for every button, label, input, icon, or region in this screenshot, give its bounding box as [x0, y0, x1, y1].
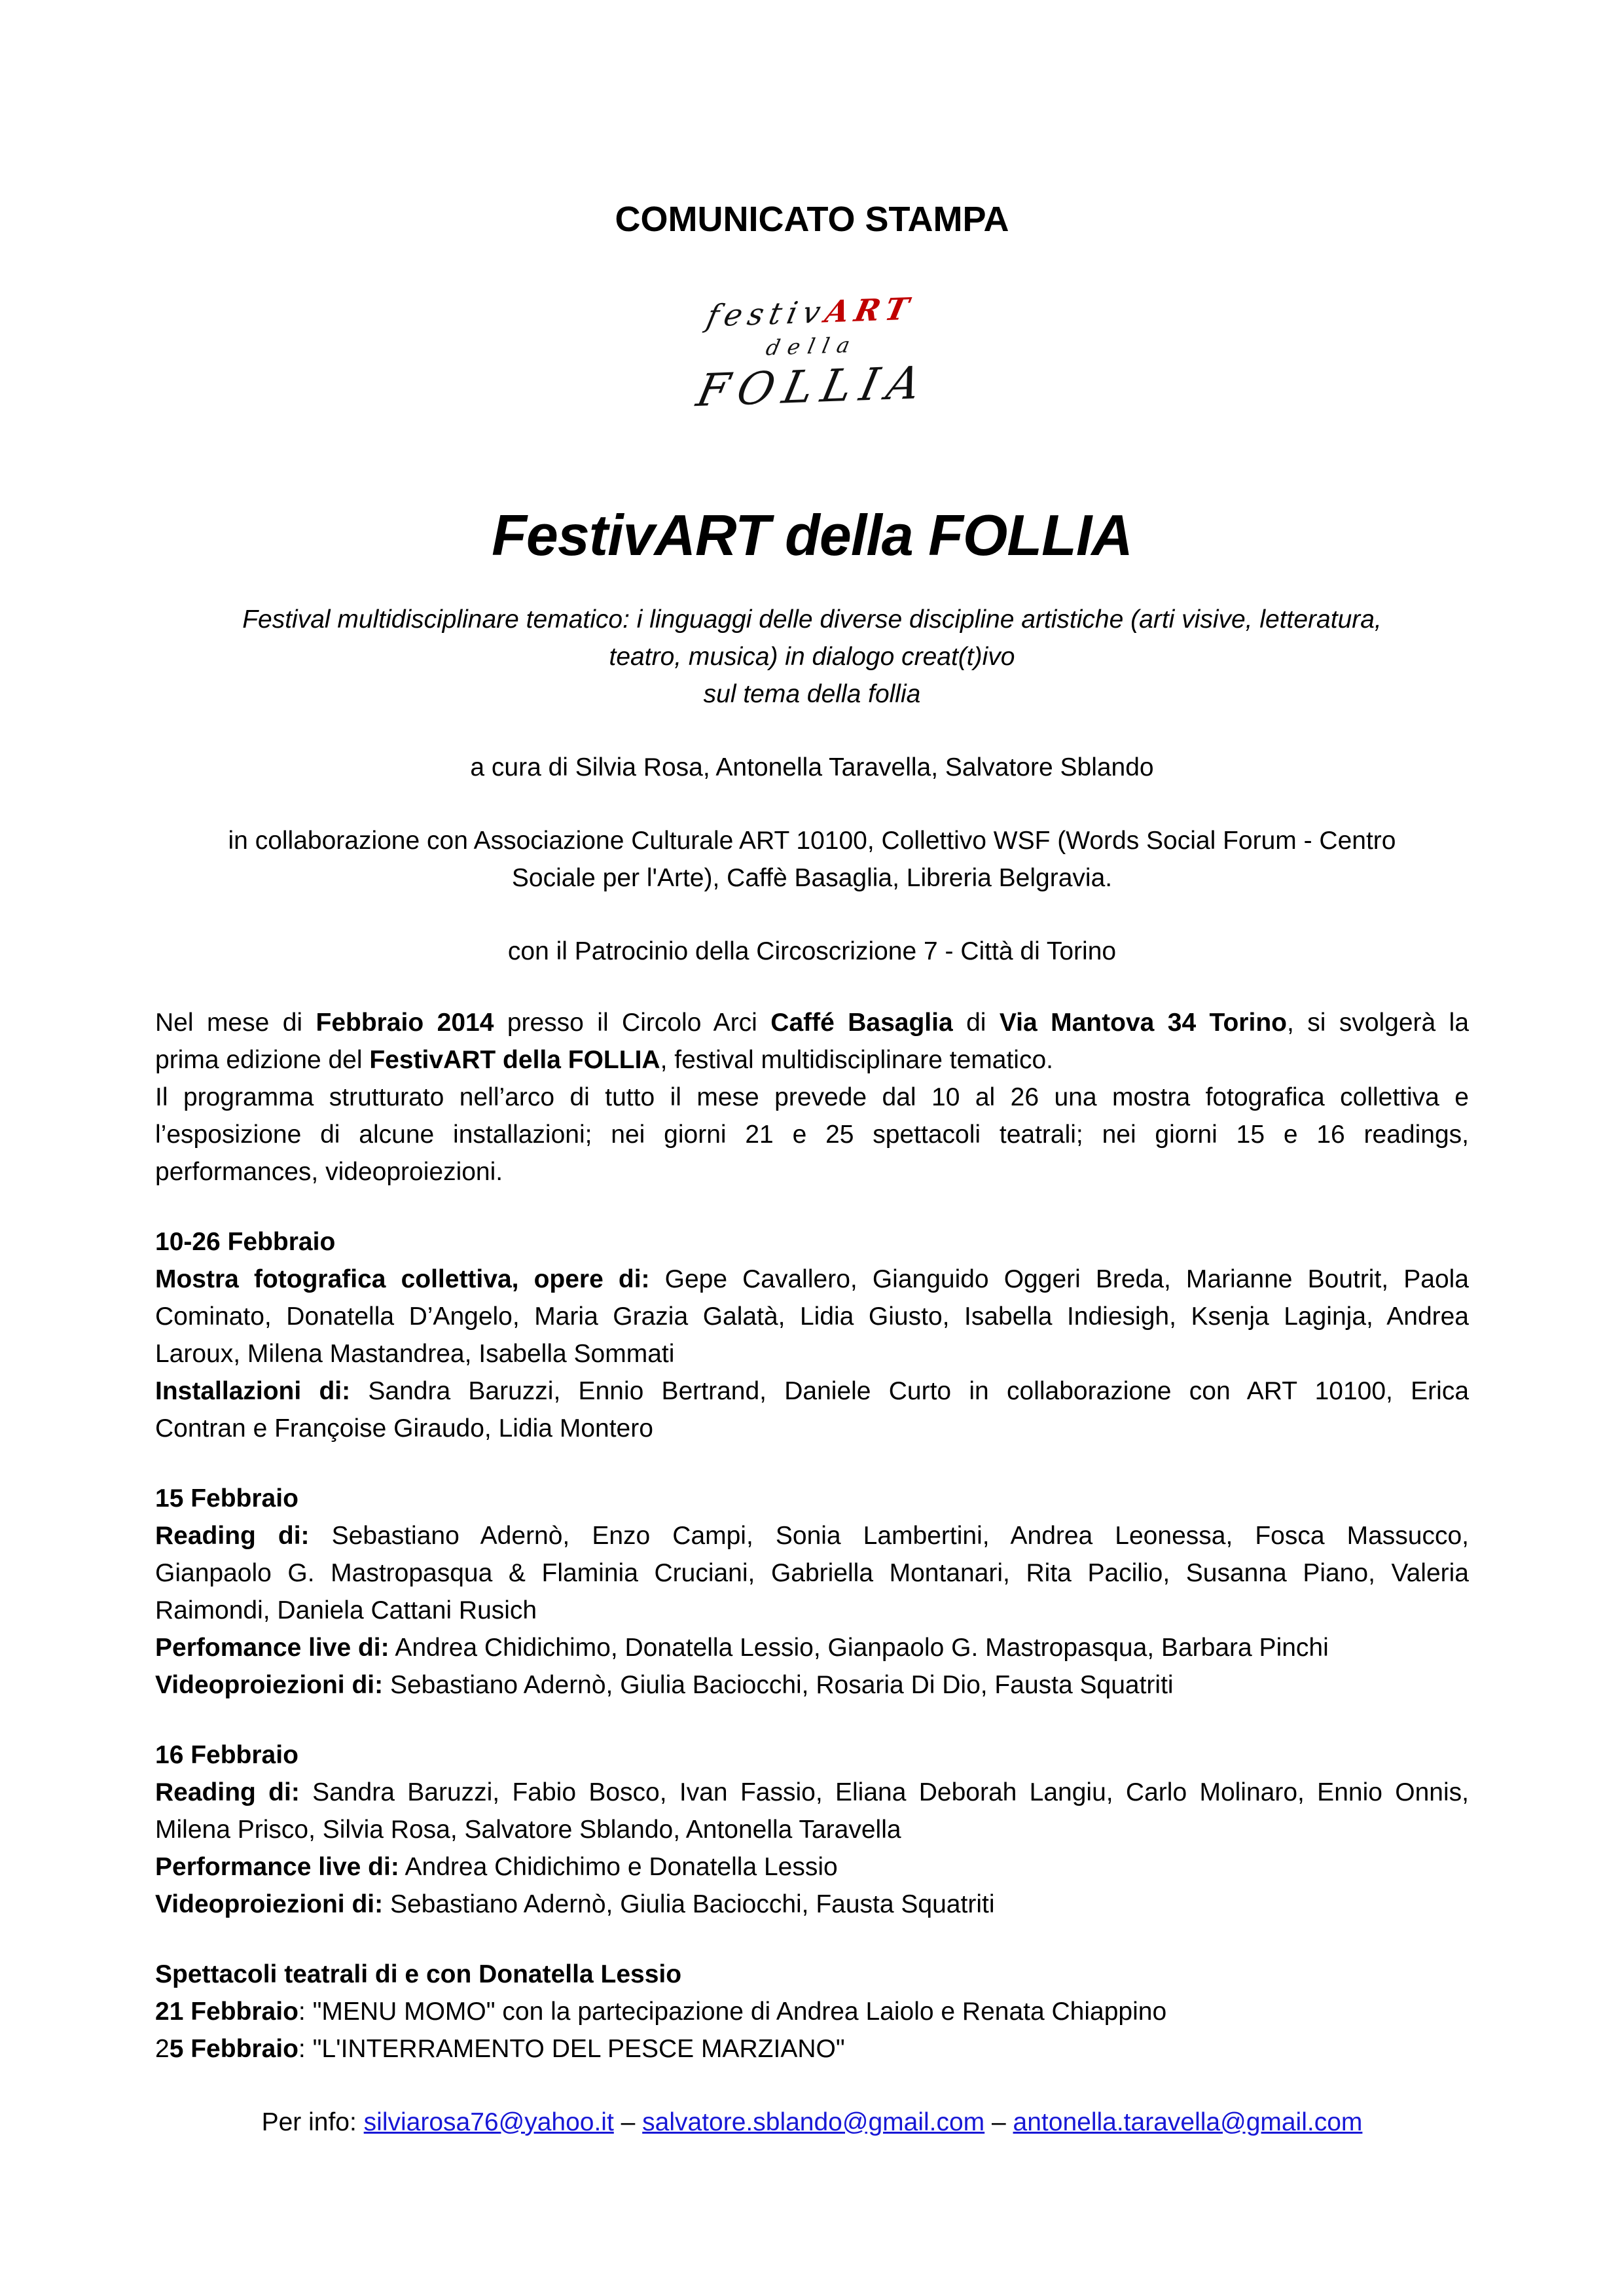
reading-line-2: Gianpaolo G. Mastropasqua & Flaminia Cruciani, Gabriella Montanari, Rita Pacilio, Susanna Piano, Valeria	[155, 1558, 1469, 1587]
footer-contact	[155, 2104, 1469, 2141]
performance-line: Performance live di: Andrea Chidichimo e Donatella Lessio	[155, 1852, 838, 1881]
collaboration-line-2: Sociale per l'Arte), Caffè Basaglia, Libreria Belgravia.	[511, 863, 1113, 892]
footer-separator: –	[984, 2108, 1013, 2136]
mostra-line-3: Laroux, Milena Mastandrea, Isabella Sommati	[155, 1339, 675, 1368]
patronage-block	[155, 933, 1469, 970]
intro-line-2: prima edizione del FestivART della FOLLIA, festival multidisciplinare tematico.	[155, 1045, 1053, 1074]
logo-text-della: della	[763, 332, 860, 361]
intro-line-1: Nel mese di Febbraio 2014 presso il Circolo Arci Caffé Basaglia di Via Mantova 34 Torino, si svolgerà la	[155, 1008, 1470, 1037]
collaboration-block	[155, 822, 1469, 897]
installazioni-line-1: Installazioni di: Sandra Baruzzi, Ennio Bertrand, Daniele Curto in collaborazione con ART 10100, Erica	[155, 1376, 1470, 1405]
performance-line: Perfomance live di: Andrea Chidichimo, Donatella Lessio, Gianpaolo G. Mastropasqua, Barbara Pinchi	[155, 1633, 1329, 1662]
section-10-26-febbraio	[155, 1223, 1469, 1447]
spettacolo-line-21: 21 Febbraio: "MENU MOMO" con la partecipazione di Andrea Laiolo e Renata Chiappino	[155, 1997, 1167, 2026]
section-heading: 10-26 Febbraio	[155, 1227, 336, 1256]
subtitle-line-2: teatro, musica) in dialogo creat(t)ivo	[609, 642, 1015, 671]
collaboration-line-1: in collaborazione con Associazione Culturale ART 10100, Collettivo WSF (Words Social Forum - Centro	[228, 826, 1396, 855]
footer-separator: –	[613, 2108, 643, 2136]
installazioni-line-2: Contran e Françoise Giraudo, Lidia Montero	[155, 1414, 653, 1443]
patronage-line: con il Patrocinio della Circoscrizione 7 - Città di Torino	[507, 937, 1117, 965]
mostra-line-2: Cominato, Donatella D’Angelo, Maria Grazia Galatà, Lidia Giusto, Isabella Indiesigh, Ksenja Laginja, Andrea	[155, 1302, 1469, 1331]
intro-line-4: l’esposizione di alcune installazioni; nei giorni 21 e 25 spettacoli teatrali; nei giorni 15 e 16 readings,	[155, 1120, 1469, 1149]
reading-line-3: Raimondi, Daniela Cattani Rusich	[155, 1596, 537, 1624]
footer-prefix: Per info:	[261, 2108, 364, 2136]
document-header: COMUNICATO STAMPA	[615, 200, 1009, 239]
email-link-taravella[interactable]: antonella.taravella@gmail.com	[1013, 2108, 1363, 2136]
section-heading: 16 Febbraio	[155, 1740, 298, 1769]
logo-text-art: ART	[821, 291, 918, 330]
section-16-febbraio	[155, 1736, 1469, 1923]
videoproiezioni-line: Videoproiezioni di: Sebastiano Adernò, Giulia Baciocchi, Rosaria Di Dio, Fausta Squatriti	[155, 1670, 1174, 1699]
intro-line-5: performances, videoproiezioni.	[155, 1157, 503, 1186]
curators-block	[155, 749, 1469, 786]
festivart-logo	[153, 268, 1470, 437]
videoproiezioni-line: Videoproiezioni di: Sebastiano Adernò, Giulia Baciocchi, Fausta Squatriti	[155, 1890, 995, 1918]
subtitle-line-1: Festival multidisciplinare tematico: i linguaggi delle diverse discipline artistiche (arti visive, letteratura,	[242, 605, 1382, 634]
mostra-line-1: Mostra fotografica collettiva, opere di: Gepe Cavallero, Gianguido Oggeri Breda, Marianne Boutrit, Paola	[155, 1265, 1469, 1293]
subtitle-line-3: sul tema della follia	[703, 679, 921, 708]
intro-line-3: Il programma strutturato nell’arco di tutto il mese prevede dal 10 al 26 una mostra fotografica collettiva e	[155, 1083, 1469, 1111]
reading-line-1: Reading di: Sandra Baruzzi, Fabio Bosco, Ivan Fassio, Eliana Deborah Langiu, Carlo Molinaro, Ennio Onnis,	[155, 1778, 1469, 1806]
section-heading: Spettacoli teatrali di e con Donatella Lessio	[155, 1960, 682, 1988]
subtitle	[155, 601, 1469, 713]
reading-line-1: Reading di: Sebastiano Adernò, Enzo Campi, Sonia Lambertini, Andrea Leonessa, Fosca Massucco,	[155, 1521, 1469, 1550]
email-link-sblando[interactable]: salvatore.sblando@gmail.com	[642, 2108, 985, 2136]
section-15-febbraio	[155, 1480, 1469, 1704]
spettacolo-line-25: 25 Febbraio: "L'INTERRAMENTO DEL PESCE MARZIANO"	[155, 2034, 845, 2063]
curators-line: a cura di Silvia Rosa, Antonella Taravella, Salvatore Sblando	[470, 753, 1154, 781]
intro-paragraph	[155, 1004, 1469, 1191]
section-spettacoli-teatrali	[155, 1956, 1469, 2068]
section-heading: 15 Febbraio	[155, 1484, 298, 1513]
logo-text-festiv: festiv	[703, 294, 830, 334]
email-link-silviarosa[interactable]: silviarosa76@yahoo.it	[363, 2108, 614, 2136]
reading-line-2: Milena Prisco, Silvia Rosa, Salvatore Sblando, Antonella Taravella	[155, 1815, 901, 1844]
logo-text-follia: FOLLIA	[692, 357, 935, 418]
page-title: FestivART della FOLLIA	[492, 502, 1132, 567]
